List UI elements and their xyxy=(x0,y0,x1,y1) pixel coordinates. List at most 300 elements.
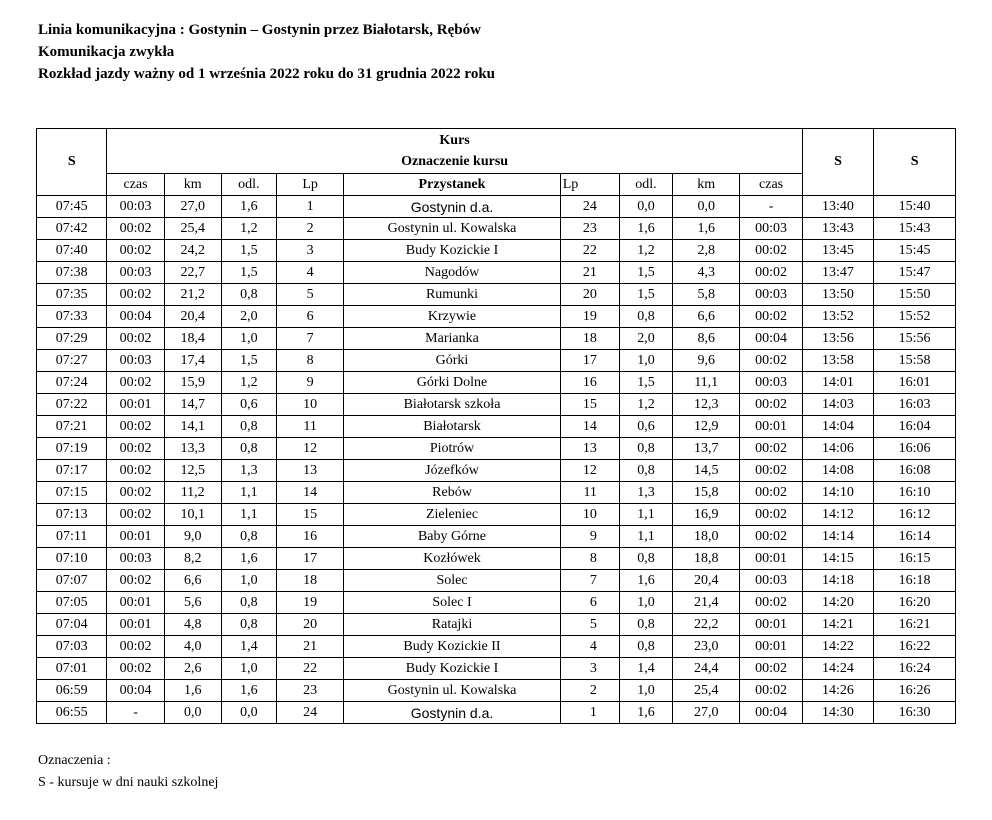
cell-s-right-1: 14:03 xyxy=(802,394,873,416)
cell-km-left: 21,2 xyxy=(164,284,221,306)
col-header-czas-left: czas xyxy=(107,174,164,196)
cell-lp-left: 19 xyxy=(276,592,343,614)
cell-czas-left: 00:02 xyxy=(107,658,164,680)
cell-km-right: 20,4 xyxy=(673,570,740,592)
cell-lp-left: 22 xyxy=(276,658,343,680)
cell-km-right: 0,0 xyxy=(673,196,740,218)
cell-s-right-1: 14:10 xyxy=(802,482,873,504)
cell-odl-right: 1,1 xyxy=(619,504,672,526)
cell-lp-right: 22 xyxy=(560,240,619,262)
cell-s-left: 07:01 xyxy=(37,658,107,680)
table-row xyxy=(37,636,956,658)
cell-odl-left: 1,2 xyxy=(221,218,276,240)
cell-s-right-1: 14:01 xyxy=(802,372,873,394)
cell-stop: Budy Kozickie I xyxy=(344,240,560,262)
cell-s-left: 07:10 xyxy=(37,548,107,570)
cell-stop: Budy Kozickie I xyxy=(344,658,560,680)
cell-czas-right: 00:02 xyxy=(740,350,802,372)
cell-s-left: 07:21 xyxy=(37,416,107,438)
line-title: Linia komunikacyjna : Gostynin – Gostynin przez Białotarsk, Rębów xyxy=(38,22,481,38)
cell-odl-left: 1,3 xyxy=(221,460,276,482)
cell-odl-right: 1,3 xyxy=(619,482,672,504)
cell-km-right: 14,5 xyxy=(673,460,740,482)
cell-s-right-1: 14:21 xyxy=(802,614,873,636)
cell-czas-left: 00:03 xyxy=(107,350,164,372)
cell-s-right-1: 14:30 xyxy=(802,702,873,724)
cell-s-right-2: 16:21 xyxy=(874,614,956,636)
col-header-km-right: km xyxy=(673,174,740,196)
cell-stop: Zieleniec xyxy=(344,504,560,526)
cell-lp-right: 19 xyxy=(560,306,619,328)
cell-lp-left: 15 xyxy=(276,504,343,526)
cell-lp-right: 8 xyxy=(560,548,619,570)
cell-lp-right: 23 xyxy=(560,218,619,240)
cell-km-right: 5,8 xyxy=(673,284,740,306)
cell-lp-right: 3 xyxy=(560,658,619,680)
cell-odl-left: 1,5 xyxy=(221,262,276,284)
cell-s-right-2: 16:12 xyxy=(874,504,956,526)
cell-s-right-1: 13:56 xyxy=(802,328,873,350)
cell-odl-left: 0,8 xyxy=(221,416,276,438)
cell-czas-left: 00:03 xyxy=(107,196,164,218)
cell-lp-left: 7 xyxy=(276,328,343,350)
cell-odl-left: 0,6 xyxy=(221,394,276,416)
cell-odl-right: 1,1 xyxy=(619,526,672,548)
cell-czas-left: 00:02 xyxy=(107,284,164,306)
cell-czas-left: 00:01 xyxy=(107,614,164,636)
cell-czas-right: 00:02 xyxy=(740,680,802,702)
cell-stop: Górki Dolne xyxy=(344,372,560,394)
cell-odl-right: 1,0 xyxy=(619,592,672,614)
cell-czas-left: 00:02 xyxy=(107,372,164,394)
cell-odl-left: 0,8 xyxy=(221,438,276,460)
cell-lp-left: 17 xyxy=(276,548,343,570)
table-row xyxy=(37,218,956,240)
cell-km-right: 1,6 xyxy=(673,218,740,240)
cell-s-left: 07:03 xyxy=(37,636,107,658)
cell-s-right-2: 15:45 xyxy=(874,240,956,262)
cell-czas-right: 00:02 xyxy=(740,504,802,526)
cell-czas-right: 00:02 xyxy=(740,394,802,416)
cell-km-right: 18,0 xyxy=(673,526,740,548)
timetable-body xyxy=(37,196,956,724)
cell-odl-right: 1,6 xyxy=(619,570,672,592)
cell-odl-right: 0,8 xyxy=(619,306,672,328)
validity-period: Rozkład jazdy ważny od 1 września 2022 roku do 31 grudnia 2022 roku xyxy=(38,66,496,82)
cell-s-right-2: 16:14 xyxy=(874,526,956,548)
cell-czas-left: 00:01 xyxy=(107,394,164,416)
cell-lp-left: 8 xyxy=(276,350,343,372)
cell-czas-left: 00:01 xyxy=(107,526,164,548)
cell-km-right: 21,4 xyxy=(673,592,740,614)
cell-czas-right: 00:01 xyxy=(740,636,802,658)
table-row xyxy=(37,262,956,284)
cell-odl-left: 1,1 xyxy=(221,504,276,526)
cell-lp-left: 6 xyxy=(276,306,343,328)
cell-czas-right: 00:04 xyxy=(740,328,802,350)
cell-lp-left: 11 xyxy=(276,416,343,438)
cell-odl-right: 0,8 xyxy=(619,460,672,482)
cell-czas-right: 00:02 xyxy=(740,262,802,284)
cell-lp-left: 5 xyxy=(276,284,343,306)
table-row xyxy=(37,702,956,724)
right-course-header-2: S xyxy=(874,129,956,196)
cell-odl-left: 1,0 xyxy=(221,658,276,680)
table-row xyxy=(37,438,956,460)
cell-odl-right: 1,0 xyxy=(619,350,672,372)
cell-odl-left: 1,4 xyxy=(221,636,276,658)
cell-lp-right: 17 xyxy=(560,350,619,372)
cell-s-right-2: 16:22 xyxy=(874,636,956,658)
cell-stop: Gostynin ul. Kowalska xyxy=(344,680,560,702)
cell-stop: Gostynin d.a. xyxy=(344,196,560,218)
cell-lp-right: 14 xyxy=(560,416,619,438)
cell-s-right-1: 14:06 xyxy=(802,438,873,460)
table-row xyxy=(37,482,956,504)
cell-czas-right: - xyxy=(740,196,802,218)
cell-czas-left: 00:02 xyxy=(107,328,164,350)
cell-czas-right: 00:02 xyxy=(740,460,802,482)
cell-czas-left: 00:02 xyxy=(107,240,164,262)
cell-odl-right: 1,2 xyxy=(619,394,672,416)
cell-lp-right: 10 xyxy=(560,504,619,526)
cell-czas-left: 00:02 xyxy=(107,218,164,240)
cell-stop: Baby Górne xyxy=(344,526,560,548)
cell-odl-right: 0,0 xyxy=(619,196,672,218)
cell-s-right-1: 13:47 xyxy=(802,262,873,284)
cell-czas-left: 00:02 xyxy=(107,482,164,504)
cell-odl-left: 0,0 xyxy=(221,702,276,724)
cell-stop: Marianka xyxy=(344,328,560,350)
cell-lp-right: 21 xyxy=(560,262,619,284)
cell-s-left: 06:59 xyxy=(37,680,107,702)
cell-odl-left: 1,1 xyxy=(221,482,276,504)
cell-czas-right: 00:03 xyxy=(740,218,802,240)
table-row xyxy=(37,416,956,438)
cell-czas-left: 00:02 xyxy=(107,416,164,438)
cell-lp-left: 24 xyxy=(276,702,343,724)
cell-stop: Józefków xyxy=(344,460,560,482)
cell-s-right-1: 14:15 xyxy=(802,548,873,570)
cell-stop: Nagodów xyxy=(344,262,560,284)
cell-km-right: 6,6 xyxy=(673,306,740,328)
table-row xyxy=(37,240,956,262)
cell-km-left: 14,7 xyxy=(164,394,221,416)
cell-lp-left: 12 xyxy=(276,438,343,460)
cell-czas-right: 00:02 xyxy=(740,658,802,680)
cell-czas-right: 00:02 xyxy=(740,240,802,262)
cell-s-right-1: 14:04 xyxy=(802,416,873,438)
cell-czas-left: 00:01 xyxy=(107,592,164,614)
cell-s-right-2: 15:43 xyxy=(874,218,956,240)
cell-s-left: 07:40 xyxy=(37,240,107,262)
cell-stop: Budy Kozickie II xyxy=(344,636,560,658)
cell-odl-right: 0,8 xyxy=(619,438,672,460)
cell-s-right-2: 16:15 xyxy=(874,548,956,570)
cell-czas-right: 00:02 xyxy=(740,306,802,328)
cell-odl-left: 2,0 xyxy=(221,306,276,328)
cell-odl-left: 0,8 xyxy=(221,284,276,306)
cell-km-left: 5,6 xyxy=(164,592,221,614)
cell-km-right: 16,9 xyxy=(673,504,740,526)
table-row xyxy=(37,658,956,680)
service-type: Komunikacja zwykła xyxy=(38,44,175,60)
cell-s-left: 07:45 xyxy=(37,196,107,218)
cell-s-right-1: 14:22 xyxy=(802,636,873,658)
cell-czas-right: 00:03 xyxy=(740,372,802,394)
cell-s-right-1: 13:43 xyxy=(802,218,873,240)
cell-lp-left: 21 xyxy=(276,636,343,658)
cell-s-left: 07:22 xyxy=(37,394,107,416)
cell-s-right-1: 14:12 xyxy=(802,504,873,526)
cell-odl-right: 0,6 xyxy=(619,416,672,438)
cell-s-left: 07:13 xyxy=(37,504,107,526)
table-row xyxy=(37,328,956,350)
cell-stop: Kozłówek xyxy=(344,548,560,570)
cell-odl-right: 1,0 xyxy=(619,680,672,702)
cell-s-left: 07:24 xyxy=(37,372,107,394)
cell-s-right-1: 13:52 xyxy=(802,306,873,328)
cell-lp-right: 11 xyxy=(560,482,619,504)
cell-km-right: 9,6 xyxy=(673,350,740,372)
kurs-sub-label: Oznaczenie kursu xyxy=(401,154,509,169)
cell-lp-left: 13 xyxy=(276,460,343,482)
legend-entry: S - kursuje w dni nauki szkolnej xyxy=(38,775,219,790)
cell-s-right-2: 16:01 xyxy=(874,372,956,394)
cell-lp-right: 6 xyxy=(560,592,619,614)
col-header-stop: Przystanek xyxy=(344,174,560,196)
cell-s-left: 07:05 xyxy=(37,592,107,614)
cell-s-right-2: 16:03 xyxy=(874,394,956,416)
cell-km-left: 20,4 xyxy=(164,306,221,328)
cell-km-right: 23,0 xyxy=(673,636,740,658)
cell-km-left: 27,0 xyxy=(164,196,221,218)
cell-km-right: 8,6 xyxy=(673,328,740,350)
timetable xyxy=(36,128,956,724)
cell-km-left: 12,5 xyxy=(164,460,221,482)
table-row xyxy=(37,394,956,416)
cell-s-right-2: 16:30 xyxy=(874,702,956,724)
table-row xyxy=(37,570,956,592)
cell-czas-left: 00:02 xyxy=(107,460,164,482)
cell-s-right-1: 14:26 xyxy=(802,680,873,702)
cell-odl-left: 1,6 xyxy=(221,196,276,218)
cell-czas-right: 00:02 xyxy=(740,526,802,548)
table-row xyxy=(37,372,956,394)
table-row xyxy=(37,196,956,218)
cell-czas-right: 00:01 xyxy=(740,614,802,636)
cell-odl-right: 1,6 xyxy=(619,702,672,724)
cell-czas-left: 00:02 xyxy=(107,636,164,658)
cell-s-right-2: 16:26 xyxy=(874,680,956,702)
cell-czas-right: 00:03 xyxy=(740,570,802,592)
cell-s-left: 07:04 xyxy=(37,614,107,636)
cell-odl-right: 1,2 xyxy=(619,240,672,262)
cell-lp-left: 4 xyxy=(276,262,343,284)
table-row xyxy=(37,614,956,636)
cell-s-right-2: 16:06 xyxy=(874,438,956,460)
cell-s-right-2: 15:50 xyxy=(874,284,956,306)
cell-km-left: 0,0 xyxy=(164,702,221,724)
table-row xyxy=(37,350,956,372)
cell-lp-right: 2 xyxy=(560,680,619,702)
legend-title: Oznaczenia : xyxy=(38,753,111,768)
cell-s-right-2: 15:40 xyxy=(874,196,956,218)
cell-lp-right: 16 xyxy=(560,372,619,394)
cell-stop: Solec xyxy=(344,570,560,592)
cell-czas-right: 00:01 xyxy=(740,548,802,570)
cell-stop: Białotarsk xyxy=(344,416,560,438)
cell-lp-right: 12 xyxy=(560,460,619,482)
cell-s-left: 07:35 xyxy=(37,284,107,306)
cell-lp-right: 18 xyxy=(560,328,619,350)
cell-km-left: 9,0 xyxy=(164,526,221,548)
cell-km-left: 22,7 xyxy=(164,262,221,284)
cell-odl-left: 1,2 xyxy=(221,372,276,394)
cell-s-left: 07:38 xyxy=(37,262,107,284)
cell-km-left: 10,1 xyxy=(164,504,221,526)
cell-s-left: 07:19 xyxy=(37,438,107,460)
table-row xyxy=(37,306,956,328)
cell-lp-left: 3 xyxy=(276,240,343,262)
cell-czas-left: 00:03 xyxy=(107,262,164,284)
cell-s-right-2: 15:58 xyxy=(874,350,956,372)
cell-lp-right: 5 xyxy=(560,614,619,636)
cell-km-left: 1,6 xyxy=(164,680,221,702)
cell-s-right-1: 13:45 xyxy=(802,240,873,262)
cell-lp-right: 15 xyxy=(560,394,619,416)
cell-stop: Ratajki xyxy=(344,614,560,636)
table-row xyxy=(37,284,956,306)
cell-odl-right: 1,5 xyxy=(619,262,672,284)
legend xyxy=(38,750,218,794)
cell-s-right-2: 16:08 xyxy=(874,460,956,482)
cell-odl-right: 2,0 xyxy=(619,328,672,350)
kurs-header xyxy=(107,129,802,174)
cell-km-left: 14,1 xyxy=(164,416,221,438)
cell-lp-right: 4 xyxy=(560,636,619,658)
cell-km-left: 17,4 xyxy=(164,350,221,372)
cell-czas-left: 00:02 xyxy=(107,438,164,460)
cell-s-right-2: 15:52 xyxy=(874,306,956,328)
cell-czas-left: 00:04 xyxy=(107,680,164,702)
cell-km-right: 18,8 xyxy=(673,548,740,570)
cell-s-right-1: 14:18 xyxy=(802,570,873,592)
col-header-lp-left: Lp xyxy=(276,174,343,196)
cell-czas-left: 00:02 xyxy=(107,570,164,592)
cell-stop: Krzywie xyxy=(344,306,560,328)
cell-odl-left: 1,5 xyxy=(221,240,276,262)
cell-s-right-2: 16:20 xyxy=(874,592,956,614)
cell-odl-right: 0,8 xyxy=(619,614,672,636)
cell-czas-left: 00:03 xyxy=(107,548,164,570)
cell-odl-left: 1,0 xyxy=(221,328,276,350)
cell-lp-left: 9 xyxy=(276,372,343,394)
cell-odl-left: 0,8 xyxy=(221,526,276,548)
cell-s-left: 07:07 xyxy=(37,570,107,592)
cell-lp-left: 1 xyxy=(276,196,343,218)
cell-s-right-2: 16:24 xyxy=(874,658,956,680)
cell-odl-left: 1,0 xyxy=(221,570,276,592)
cell-odl-left: 1,6 xyxy=(221,680,276,702)
cell-km-right: 27,0 xyxy=(673,702,740,724)
cell-lp-left: 14 xyxy=(276,482,343,504)
cell-lp-right: 7 xyxy=(560,570,619,592)
cell-stop: Piotrów xyxy=(344,438,560,460)
cell-stop: Gostynin d.a. xyxy=(344,702,560,724)
table-row xyxy=(37,548,956,570)
cell-stop: Solec I xyxy=(344,592,560,614)
cell-odl-left: 0,8 xyxy=(221,614,276,636)
cell-s-right-1: 13:40 xyxy=(802,196,873,218)
cell-km-right: 2,8 xyxy=(673,240,740,262)
cell-s-left: 06:55 xyxy=(37,702,107,724)
cell-czas-right: 00:03 xyxy=(740,284,802,306)
table-row xyxy=(37,504,956,526)
cell-stop: Górki xyxy=(344,350,560,372)
cell-s-left: 07:42 xyxy=(37,218,107,240)
cell-stop: Rumunki xyxy=(344,284,560,306)
table-row xyxy=(37,460,956,482)
cell-s-left: 07:33 xyxy=(37,306,107,328)
cell-s-right-2: 16:10 xyxy=(874,482,956,504)
cell-km-left: 4,8 xyxy=(164,614,221,636)
table-row xyxy=(37,592,956,614)
cell-s-left: 07:15 xyxy=(37,482,107,504)
table-row xyxy=(37,680,956,702)
cell-czas-left: 00:04 xyxy=(107,306,164,328)
cell-s-right-1: 14:08 xyxy=(802,460,873,482)
cell-odl-right: 1,5 xyxy=(619,284,672,306)
cell-s-right-1: 14:14 xyxy=(802,526,873,548)
cell-stop: Gostynin ul. Kowalska xyxy=(344,218,560,240)
cell-s-right-2: 16:18 xyxy=(874,570,956,592)
cell-km-left: 15,9 xyxy=(164,372,221,394)
cell-km-right: 15,8 xyxy=(673,482,740,504)
cell-km-left: 13,3 xyxy=(164,438,221,460)
cell-s-right-2: 15:56 xyxy=(874,328,956,350)
cell-lp-left: 2 xyxy=(276,218,343,240)
table-row xyxy=(37,526,956,548)
left-course-header: S xyxy=(37,129,107,196)
cell-lp-left: 23 xyxy=(276,680,343,702)
cell-km-right: 25,4 xyxy=(673,680,740,702)
cell-km-right: 4,3 xyxy=(673,262,740,284)
cell-s-right-2: 16:04 xyxy=(874,416,956,438)
cell-s-right-1: 14:20 xyxy=(802,592,873,614)
cell-s-right-1: 13:50 xyxy=(802,284,873,306)
cell-lp-right: 13 xyxy=(560,438,619,460)
right-course-header-1: S xyxy=(802,129,873,196)
cell-lp-left: 16 xyxy=(276,526,343,548)
cell-czas-right: 00:02 xyxy=(740,592,802,614)
cell-km-right: 13,7 xyxy=(673,438,740,460)
kurs-label: Kurs xyxy=(439,133,470,148)
cell-s-left: 07:11 xyxy=(37,526,107,548)
cell-odl-right: 1,5 xyxy=(619,372,672,394)
cell-km-left: 18,4 xyxy=(164,328,221,350)
cell-czas-right: 00:01 xyxy=(740,416,802,438)
cell-lp-left: 10 xyxy=(276,394,343,416)
cell-lp-left: 18 xyxy=(276,570,343,592)
cell-s-left: 07:17 xyxy=(37,460,107,482)
cell-odl-left: 1,5 xyxy=(221,350,276,372)
col-header-odl-right: odl. xyxy=(619,174,672,196)
cell-lp-left: 20 xyxy=(276,614,343,636)
cell-km-left: 2,6 xyxy=(164,658,221,680)
cell-km-right: 12,9 xyxy=(673,416,740,438)
col-header-odl-left: odl. xyxy=(221,174,276,196)
